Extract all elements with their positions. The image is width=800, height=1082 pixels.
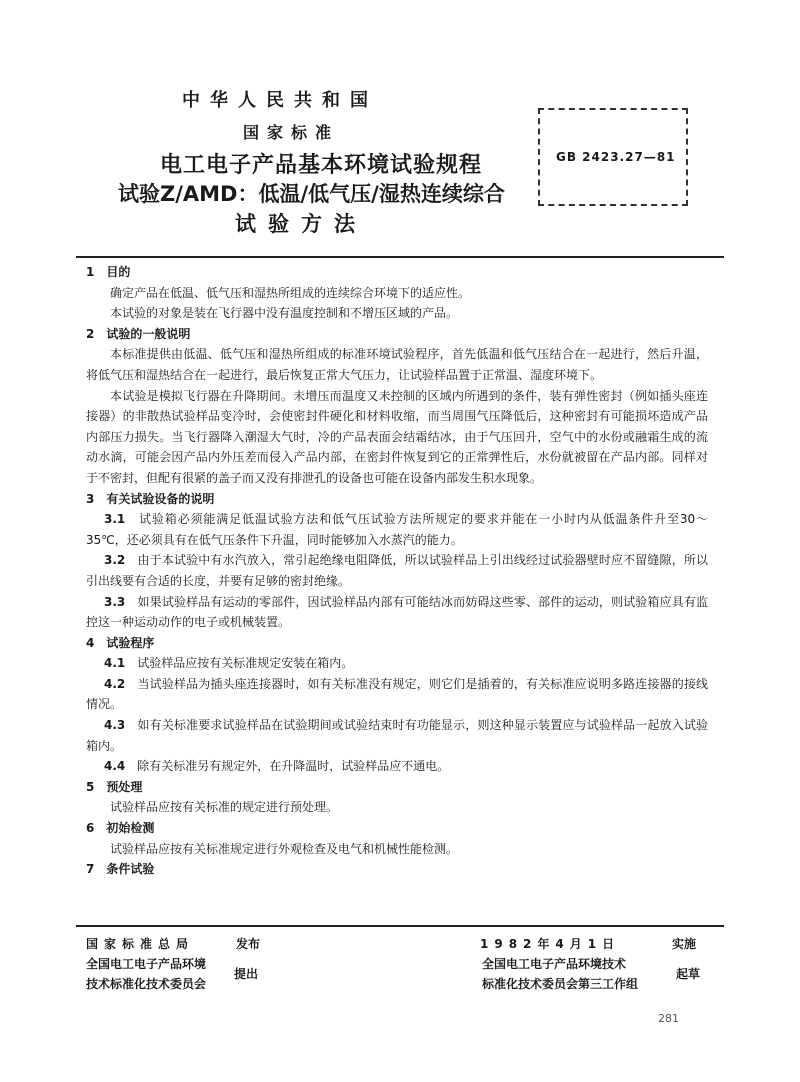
clause-text: 如有关标准要求试验样品在试验期间或试验结束时有功能显示，则这种显示装置应与试验样品一起放入试验箱内。 bbox=[86, 718, 708, 753]
paragraph: 确定产品在低温、低气压和湿热所组成的连续综合环境下的适应性。 bbox=[110, 285, 471, 300]
section-heading: 4 试验程序 bbox=[86, 635, 155, 650]
issue-label: 发布 bbox=[236, 937, 261, 951]
paragraph: 试验样品应按有关标准规定进行外观检查及电气和机械性能检测。 bbox=[110, 841, 459, 856]
clause-number: 3.3 bbox=[104, 594, 126, 609]
clause-number: 4.4 bbox=[104, 759, 126, 774]
section-heading: 3 有关试验设备的说明 bbox=[86, 491, 215, 506]
clause-number: 4.3 bbox=[104, 718, 126, 733]
section-heading: 1 目的 bbox=[86, 265, 131, 279]
clause-text: 如果试验样品有运动的零部件，因试验样品内部有可能结冰而妨碍这些零、部件的运动，则试验箱应具有监控这一种运动动作的电子或机械装置。 bbox=[86, 594, 708, 630]
clause bbox=[86, 592, 708, 633]
issuer: 国家标准总局 bbox=[86, 937, 195, 951]
clause-text: 当试验样品为插头座连接器时，如有关标准没有规定，则它们是插着的，有关标准应说明多路连接器的接线情况。 bbox=[86, 676, 708, 712]
standard-type: 国家标准 bbox=[243, 123, 340, 142]
proposer-line1: 全国电工电子产品环境 bbox=[86, 957, 207, 971]
clause-number: 3.1 bbox=[104, 512, 126, 527]
clause-text: 试验样品应按有关标准规定安装在箱内。 bbox=[137, 656, 354, 671]
standard-code: GB 2423.27—81 bbox=[556, 150, 676, 164]
footer-divider bbox=[76, 925, 724, 927]
clause bbox=[86, 756, 708, 777]
clause-text: 由于本试验中有水汽放入，常引起绝缘电阻降低，所以试验样品上引出线经过试验器壁时应不留缝隙，所以引出线要有合适的长度，并要有足够的密封绝缘。 bbox=[86, 553, 708, 588]
clause-number: 4.1 bbox=[104, 656, 126, 671]
clause bbox=[86, 715, 708, 756]
paragraph: 本试验是模拟飞行器在升降期间。未增压而温度又未控制的区域内所遇到的条件，装有弹性密封（例如插头座连接器）的非散热试验样品变冷时，会使密封件硬化和材料收缩，而当周围气压降低后，这种密封有可能损坏造成产品内部压力损失。当飞行器降入潮湿大气时，冷的产品表面会结霜结冰，由于气压回升，空气中的水份或融霜生成的流动水滴，可能会因产品内外压差而侵入产品内部，在密封件恢复到它的正常弹性后，水份就被留在产品内部。同样对于不密封，但配有很紧的盖子而又没有排泄孔的设备也可能在设备内部发生积水现象。 bbox=[86, 388, 708, 485]
implement-date: 1982年4月1日 bbox=[480, 937, 621, 951]
drafter-line1: 全国电工电子产品环境技术 bbox=[482, 957, 627, 971]
paragraph: 本标准提供由低温、低气压和湿热所组成的标准环境试验程序，首先低温和低气压结合在一起进行，然后升温，将低气压和湿热结合在一起进行，最后恢复正常大气压力，让试验样品置于正常温、湿度环境下。 bbox=[86, 347, 708, 382]
clause bbox=[86, 509, 708, 550]
draft-label: 起草 bbox=[676, 967, 701, 981]
clause-number: 3.2 bbox=[104, 553, 126, 568]
clause-text: 试验箱必须能满足低温试验方法和低气压试验方法所规定的要求并能在一小时内从低温条件升至30～35℃，还必须具有在低气压条件下升温，同时能够加入水蒸汽的能力。 bbox=[86, 512, 708, 547]
clause-text: 除有关标准另有规定外，在升降温时，试验样品应不通电。 bbox=[137, 759, 450, 774]
section-heading: 2 试验的一般说明 bbox=[86, 326, 191, 341]
clause bbox=[86, 653, 708, 674]
clause bbox=[86, 550, 708, 591]
clause bbox=[86, 674, 708, 715]
section-heading: 7 条件试验 bbox=[86, 862, 155, 877]
section-heading: 6 初始检测 bbox=[86, 821, 155, 836]
drafter-line2: 标准化技术委员会第三工作组 bbox=[482, 977, 639, 991]
header-divider bbox=[76, 256, 724, 258]
document-title-line1: 电工电子产品基本环境试验规程 bbox=[160, 153, 483, 178]
propose-label: 提出 bbox=[234, 967, 259, 981]
proposer-line2: 技术标准化技术委员会 bbox=[86, 977, 207, 991]
document-body bbox=[86, 262, 708, 880]
section-heading: 5 预处理 bbox=[86, 779, 143, 794]
page-number: 281 bbox=[658, 1012, 679, 1025]
paragraph: 试验样品应按有关标准的规定进行预处理。 bbox=[110, 800, 339, 815]
implement-label: 实施 bbox=[672, 937, 697, 951]
document-title-line3: 试验方法 bbox=[235, 212, 367, 236]
clause-number: 4.2 bbox=[104, 676, 126, 691]
country-name: 中华人民共和国 bbox=[182, 90, 378, 111]
paragraph: 本试验的对象是装在飞行器中没有温度控制和不增压区域的产品。 bbox=[110, 306, 459, 321]
document-title-line2: 试验Z/AMD：低温/低气压/湿热连续综合 bbox=[118, 182, 505, 206]
